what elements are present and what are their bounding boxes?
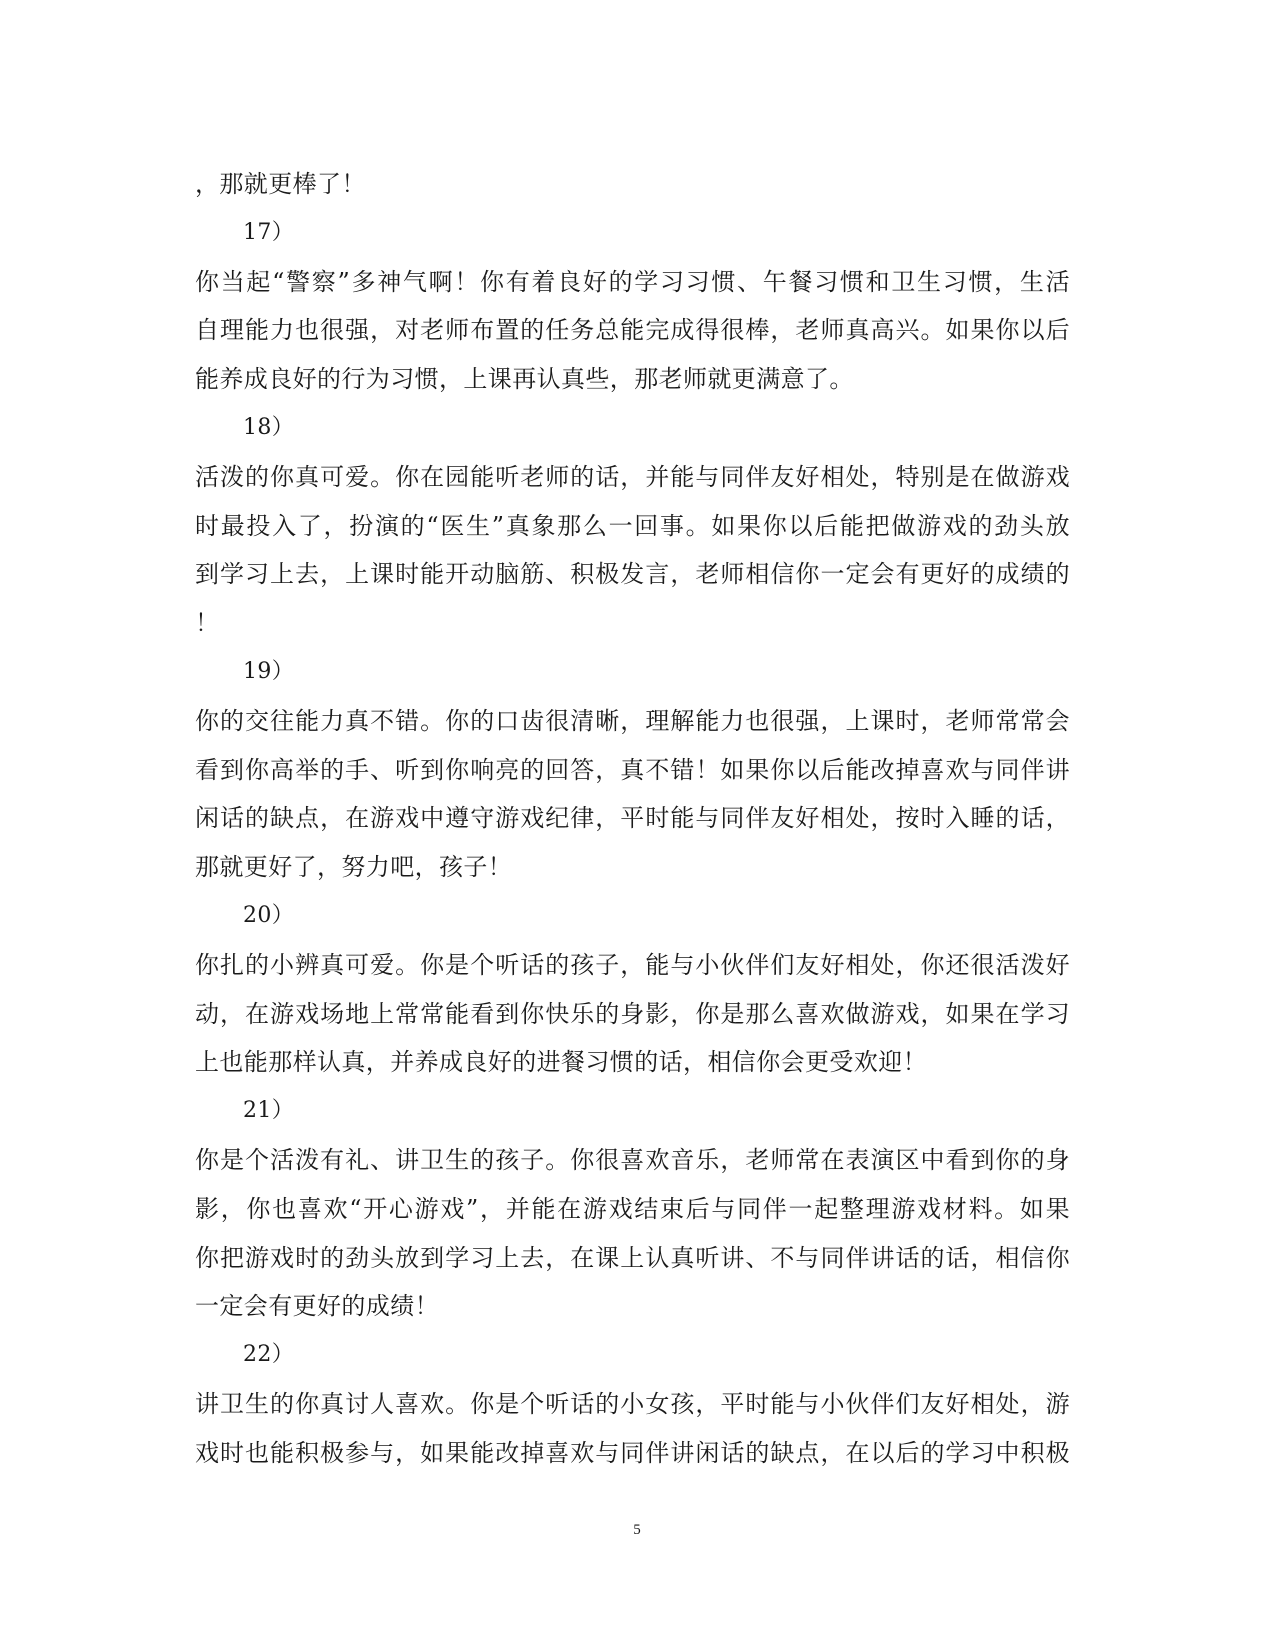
text-line: 到学习上去，上课时能开动脑筋、积极发言，老师相信你一定会有更好的成绩的 [195,560,1070,589]
text-line: 你是个活泼有礼、讲卫生的孩子。你很喜欢音乐，老师常在表演区中看到你的身 [195,1145,1070,1174]
text-line: 你当起“警察”多神气啊！你有着良好的学习习惯、午餐习惯和卫生习惯，生活 [195,267,1070,296]
text-line: 那就更好了，努力吧，孩子！ [195,853,513,882]
text-line: 自理能力也很强，对老师布置的任务总能完成得很棒，老师真高兴。如果你以后 [195,316,1070,345]
text-line: 你把游戏时的劲头放到学习上去，在课上认真听讲、不与同伴讲话的话，相信你 [195,1243,1070,1272]
text-line: 动，在游戏场地上常常能看到你快乐的身影，你是那么喜欢做游戏，如果在学习 [195,999,1070,1028]
item-number: 22） [243,1342,295,1368]
item-number: 19） [243,658,295,684]
text-line: 你扎的小辨真可爱。你是个听话的孩子，能与小伙伴们友好相处，你还很活泼好 [195,950,1070,979]
text-line: 你的交往能力真不错。你的口齿很清晰，理解能力也很强，上课时，老师常常会 [195,706,1070,735]
text-line: 戏时也能积极参与，如果能改掉喜欢与同伴讲闲话的缺点，在以后的学习中积极 [195,1438,1070,1467]
text-line: 时最投入了，扮演的“医生”真象那么一回事。如果你以后能把做游戏的劲头放 [195,511,1070,540]
item-number: 21） [243,1098,295,1124]
item-number: 18） [243,414,295,440]
text-line: 上也能那样认真，并养成良好的进餐习惯的话，相信你会更受欢迎！ [195,1048,927,1077]
text-line: 讲卫生的你真讨人喜欢。你是个听话的小女孩，平时能与小伙伴们友好相处，游 [195,1389,1070,1418]
text-line: 影，你也喜欢“开心游戏”，并能在游戏结束后与同伴一起整理游戏材料。如果 [195,1194,1070,1223]
text-line: 能养成良好的行为习惯，上课再认真些，那老师就更满意了。 [195,365,854,394]
text-line: 闲话的缺点，在游戏中遵守游戏纪律，平时能与同伴友好相处，按时入睡的话， [195,804,1070,833]
item-number: 20） [243,902,295,928]
text-line: ，那就更棒了！ [195,170,366,198]
item-number: 17） [243,219,295,245]
text-line: ！ [195,609,220,638]
page-number: 5 [633,1522,641,1538]
text-line: 看到你高举的手、听到你响亮的回答，真不错！如果你以后能改掉喜欢与同伴讲 [195,755,1070,784]
text-line: 活泼的你真可爱。你在园能听老师的话，并能与同伴友好相处，特别是在做游戏 [195,462,1070,491]
text-line: 一定会有更好的成绩！ [195,1292,439,1321]
body-text [195,160,1070,1478]
